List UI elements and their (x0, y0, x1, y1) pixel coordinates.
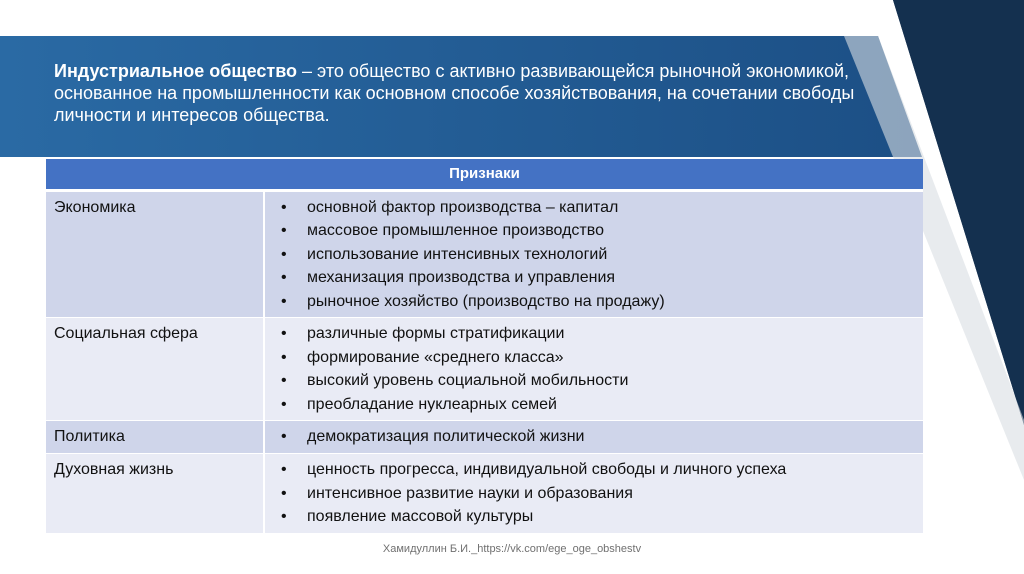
list-item: • интенсивное развитие науки и образования (281, 482, 915, 506)
category-cell: Политика (46, 421, 264, 454)
bullet-icon: • (281, 484, 287, 502)
bullet-list (281, 196, 915, 314)
list-item: • высокий уровень социальной мобильности (281, 369, 915, 393)
table-row-spiritual (46, 454, 923, 533)
bullet-icon: • (281, 292, 287, 310)
category-cell: Социальная сфера (46, 318, 264, 421)
list-item: • основной фактор производства – капитал (281, 196, 915, 220)
bullet-icon: • (281, 269, 287, 286)
bullet-icon: • (281, 325, 287, 342)
table-row-economy (46, 190, 923, 318)
bullet-icon: • (281, 245, 287, 263)
list-item: • массовое промышленное производство (281, 219, 915, 243)
list-item: • использование интенсивных технологий (281, 243, 915, 267)
list-item: • механизация производства и управления (281, 266, 915, 290)
items-cell (264, 318, 923, 421)
features-table (46, 159, 923, 533)
bullet-icon: • (281, 428, 287, 445)
footer-credit: Хамидуллин Б.И._https://vk.com/ege_oge_obshestv (382, 543, 642, 555)
list-item: • демократизация политической жизни (281, 425, 915, 449)
definition-body: – это общество с активно развивающейся рыночной экономикой, основанное на промышленности как основном способе хозяйствования, на сочетании свободы личности и интересов общества. (54, 61, 855, 125)
items-cell (264, 190, 923, 318)
category-cell: Экономика (46, 190, 264, 318)
list-item: • появление массовой культуры (281, 505, 915, 529)
list-item: • преобладание нуклеарных семей (281, 393, 915, 417)
items-cell (264, 421, 923, 454)
bullet-icon: • (281, 348, 287, 366)
bullet-icon: • (281, 461, 287, 478)
bullet-list (281, 322, 915, 416)
bullet-list (281, 458, 915, 529)
table-header: Признаки (46, 159, 923, 190)
category-cell: Духовная жизнь (46, 454, 264, 533)
list-item: • ценность прогресса, индивидуальной свободы и личного успеха (281, 458, 915, 482)
items-cell (264, 454, 923, 533)
table-row-social (46, 318, 923, 421)
list-item: • формирование «среднего класса» (281, 346, 915, 370)
definition-term: Индустриальное общество (54, 61, 298, 81)
list-item: • различные формы стратификации (281, 322, 915, 346)
bullet-icon: • (281, 222, 287, 239)
bullet-icon: • (281, 395, 287, 413)
bullet-icon: • (281, 372, 287, 389)
table-header-row (46, 159, 923, 190)
table-row-politics (46, 421, 923, 454)
bullet-list (281, 425, 915, 449)
definition-text (54, 60, 874, 126)
list-item: • рыночное хозяйство (производство на продажу) (281, 290, 915, 314)
bullet-icon: • (281, 198, 287, 216)
bullet-icon: • (281, 508, 287, 525)
